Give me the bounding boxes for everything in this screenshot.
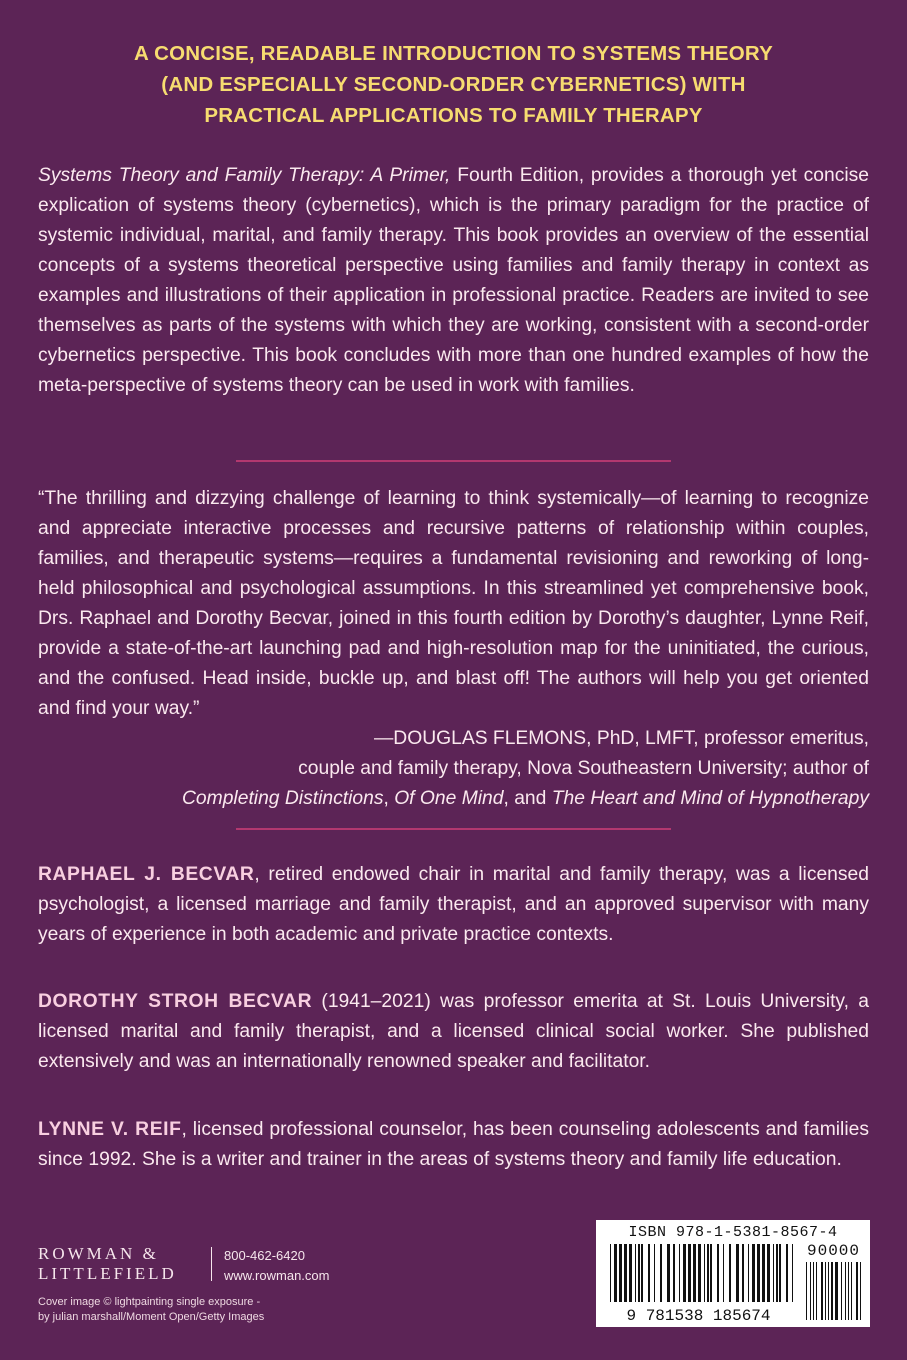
publisher-website: www.rowman.com [224, 1268, 330, 1283]
attribution-line: couple and family therapy, Nova Southeastern University; author of [298, 758, 869, 779]
credit-line: by julian marshall/Moment Open/Getty Images [38, 1311, 265, 1323]
divider-rule [236, 828, 671, 830]
publisher-name-line: ROWMAN & [38, 1244, 159, 1263]
headline [40, 38, 867, 131]
endorsement-attribution [38, 724, 869, 814]
book-title: Of One Mind [394, 788, 504, 809]
headline-line: A CONCISE, READABLE INTRODUCTION TO SYSTEMS THEORY [133, 42, 774, 65]
attribution-line: —DOUGLAS FLEMONS, PhD, LMFT, professor emeritus, [373, 728, 869, 749]
author-bio [38, 987, 869, 1077]
book-title: Completing Distinctions [182, 788, 384, 809]
author-bio [38, 860, 869, 950]
credit-line: Cover image © lightpainting single exposure - [38, 1296, 261, 1308]
headline-line: PRACTICAL APPLICATIONS TO FAMILY THERAPY [204, 104, 703, 127]
author-bio-text: , retired endowed chair in marital and family therapy, was a licensed psychologist, a licensed marriage and family therapist, and an approved supervisor with many years of experience in both academic and private practice contexts. [38, 864, 869, 945]
publisher-divider [211, 1247, 212, 1281]
price-code: 90000 [807, 1242, 861, 1260]
divider-rule [236, 460, 671, 462]
publisher-contact [224, 1246, 329, 1286]
headline-line: (AND ESPECIALLY SECOND-ORDER CYBERNETICS) WITH [161, 73, 746, 96]
author-name: RAPHAEL J. BECVAR [38, 864, 255, 885]
author-name: LYNNE V. REIF [38, 1119, 182, 1140]
isbn-barcode [596, 1220, 870, 1327]
author-bio [38, 1115, 869, 1175]
price-barcode-icon [806, 1262, 866, 1322]
publisher-name-line: LITTLEFIELD [38, 1264, 177, 1283]
publisher-phone: 800-462-6420 [224, 1248, 305, 1263]
cover-image-credit [38, 1295, 338, 1325]
ean-digits: 9 781538 185674 [626, 1307, 771, 1325]
separator: , and [503, 788, 552, 809]
book-title: Systems Theory and Family Therapy: A Primer, [38, 165, 451, 186]
book-title: The Heart and Mind of Hypnotherapy [551, 788, 869, 809]
book-description [38, 161, 869, 401]
separator: , [383, 788, 395, 809]
attribution-books [38, 784, 869, 814]
barcode-bars-icon [610, 1244, 802, 1302]
publisher-logo [38, 1244, 177, 1284]
author-bio-text: (1941–2021) was professor emerita at St. Louis University, a licensed marital and family therapist, and a licensed clinical social worker. She published extensively and was an internationally renowned speaker and facilitator. [38, 991, 869, 1072]
author-bio-text: , licensed professional counselor, has been counseling adolescents and families since 1992. She is a writer and trainer in the areas of systems theory and family life education. [38, 1119, 869, 1170]
author-name: DOROTHY STROH BECVAR [38, 991, 313, 1012]
description-text: Fourth Edition, provides a thorough yet concise explication of systems theory (cybernetics), which is the primary paradigm for the practice of systemic individual, marital, and family therapy. This book provides an overview of the essential concepts of a systems theoretical perspective using families and family therapy in context as examples and illustrations of their application in professional practice. Readers are invited to see themselves as parts of the systems with which they are working, consistent with a second-order cybernetics perspective. This book concludes with more than one hundred examples of how the meta-perspective of systems theory can be used in work with families. [38, 165, 869, 396]
endorsement-quote: “The thrilling and dizzying challenge of learning to think systemically—of learning to recognize and appreciate interactive processes and recursive patterns of relationship within couples, families, and therapeutic systems—requires a fundamental revisioning and reworking of long-held philosophical and psychological assumptions. In this streamlined yet comprehensive book, Drs. Raphael and Dorothy Becvar, joined in this fourth edition by Dorothy’s daughter, Lynne Reif, provide a state-of-the-art launching pad and high-resolution map for the uninitiated, the curious, and the confused. Head inside, buckle up, and blast off! The authors will help you get oriented and find your way.” [38, 488, 869, 719]
isbn-number: ISBN 978-1-5381-8567-4 [628, 1224, 838, 1241]
